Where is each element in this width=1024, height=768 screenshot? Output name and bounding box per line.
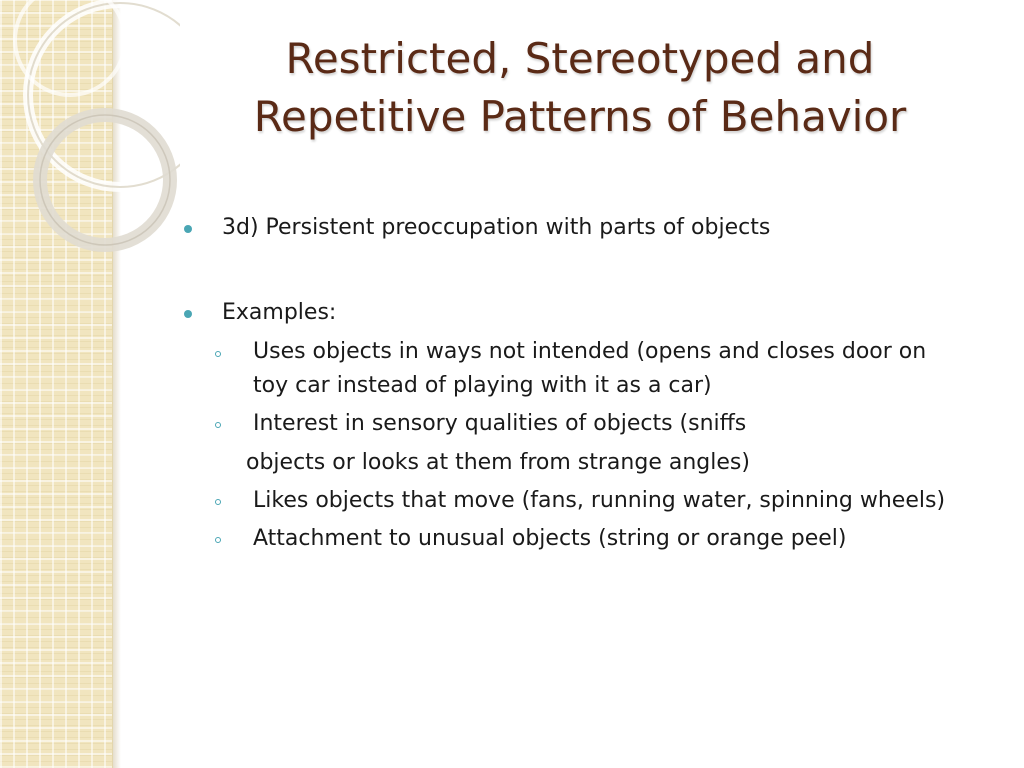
bullet-text: 3d) Persistent preoccupation with parts of objects [222,215,771,240]
bullet-dot-icon [184,310,192,318]
title-line-1: Restricted, Stereotyped and [285,34,875,83]
bullet-text: Examples: [222,300,337,325]
sub-item-text: Attachment to unusual objects (string or orange peel) [253,526,847,551]
title-line-2: Repetitive Patterns of Behavior [253,92,907,141]
sub-item-text: Interest in sensory qualities of objects (sniffs [253,411,747,436]
ring-bullet-icon [215,422,221,428]
ring-bullet-icon [215,499,221,505]
sub-item-text-cont: toy car instead of playing with it as a car) [253,373,712,398]
sub-item-text-cont: objects or looks at them from strange angles) [246,450,750,475]
bullet-dot-icon [184,225,192,233]
sub-item-text: Uses objects in ways not intended (opens and closes door on [253,339,927,364]
ring-bullet-icon [215,537,221,543]
ring-bullet-icon [215,351,221,357]
sub-item-text: Likes objects that move (fans, running water, spinning wheels) [253,488,946,513]
